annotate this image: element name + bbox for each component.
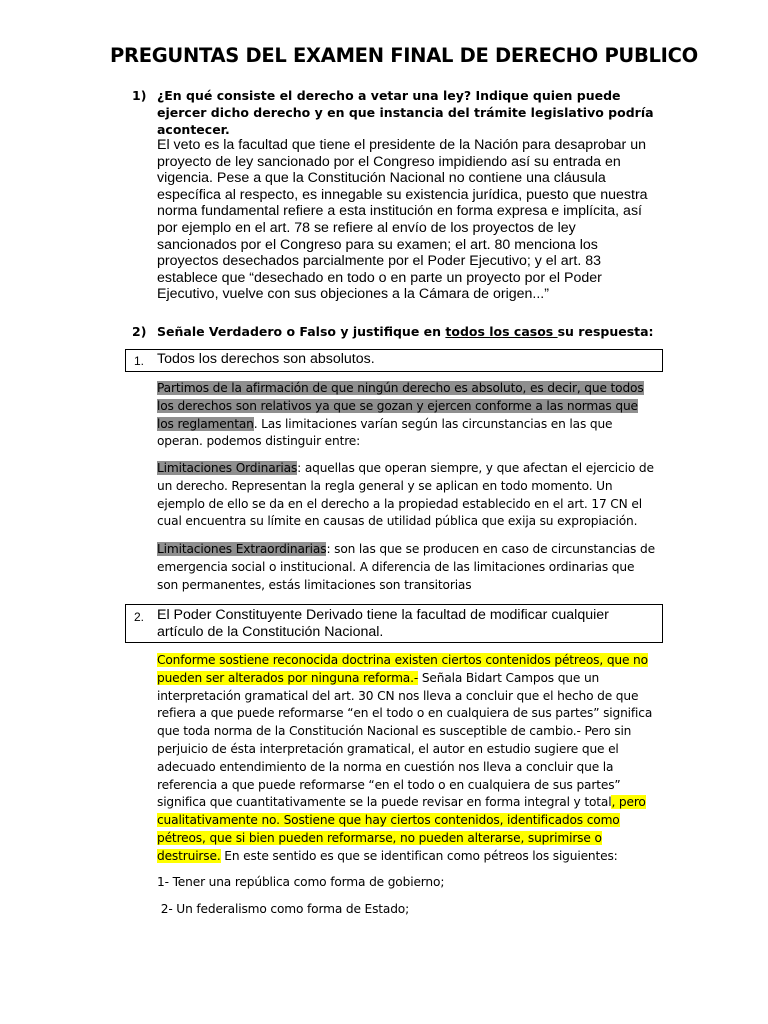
answer-1-paragraph: El veto es la facultad que tiene el presidente de la Nación para desaprobar un proyecto de ley sancionado por el Congreso impidiendo así su entrada en vigencia. Pese a que la Constitución Nacional no contiene una cláusula específica al respecto, es innegable su existencia jurídica, puesto que nuestra norma fundamental refiere a esta institución en forma expresa e implícita, así por ejemplo en el art. 78 se refiere al envío de los proyectos de ley sancionados por el Congreso para su examen; el art. 80 menciona los proyectos desechados parcialmente por el Poder Ejecutivo; y el art. 83 establece que “desechado en todo o en parte un proyecto por el Poder Ejecutivo, vuelve con sus objeciones a la Cámara de origen...” bbox=[157, 137, 648, 303]
paragraph-text: : son las que se producen en caso de circunstancias de emergencia social o institucional. A diferencia de las limitaciones ordinarias que son permanentes, estás limitaciones son transitorias bbox=[157, 542, 655, 592]
item-1-paragraph-3 bbox=[157, 541, 657, 594]
statement-1-number: 1. bbox=[134, 354, 145, 368]
highlighted-text: Conforme sostiene reconocida doctrina existen ciertos contenidos pétreos, que no pueden ser alterados por ninguna reforma.- bbox=[157, 653, 648, 685]
item-1-paragraph-2 bbox=[157, 460, 657, 531]
item-1-paragraph-1 bbox=[157, 380, 657, 451]
question-1-text: ¿En qué consiste el derecho a vetar una ley? Indique quien puede ejercer dicho derecho y en que instancia del trámite legislativo podría acontecer. bbox=[157, 88, 654, 137]
paragraph-text: Señala Bidart Campos que un interpretación gramatical del art. 30 CN nos lleva a concluir que el hecho de que refiera a que puede reformarse “en el todo o en cualquiera de sus partes” significa que toda norma de la Constitución Nacional es susceptible de cambio.- Pero sin perjuicio de ésta interpretación gramatical, el autor en estudio sugiere que el adecuado entendimiento de la norma en cuestión nos lleva a concluir que la referencia a que puede reformarse “en el todo o en cualquiera de sus partes” significa que cuantitativamente se la puede revisar en forma integral y total bbox=[157, 670, 653, 810]
statement-1-text: Todos los derechos son absolutos. bbox=[157, 351, 375, 367]
statement-2-text: El Poder Constituyente Derivado tiene la facultad de modificar cualquier artículo de la Constitución Nacional. bbox=[157, 607, 609, 640]
question-2-text bbox=[157, 323, 657, 340]
statement-box-2 bbox=[125, 604, 663, 643]
question-1-answer bbox=[157, 137, 657, 303]
page-title: PREGUNTAS DEL EXAMEN FINAL DE DERECHO PUBLICO bbox=[110, 44, 698, 67]
paragraph-text: En este sentido es que se identifican como pétreos los siguientes: bbox=[220, 848, 618, 863]
statement-box-1 bbox=[125, 349, 663, 372]
question-1-number: 1) bbox=[132, 88, 147, 103]
question-2-text-start: Señale Verdadero o Falso y justifique en bbox=[157, 324, 446, 339]
highlighted-text: Partimos de la afirmación de que ningún derecho es absoluto, es decir, que todos los derechos son relativos ya que se gozan y ejercen conforme a las normas que los reglamentan bbox=[157, 381, 644, 431]
highlighted-text: Limitaciones Extraordinarias bbox=[157, 542, 327, 556]
question-2-text-underlined: todos los casos bbox=[445, 324, 558, 339]
question-2-text-end: su respuesta: bbox=[557, 324, 654, 339]
statement-2-number: 2. bbox=[134, 610, 145, 624]
question-2-number: 2) bbox=[132, 324, 147, 339]
highlighted-text: Limitaciones Ordinarias bbox=[157, 461, 298, 475]
highlighted-text: , pero cualitativamente no. Sostiene que hay ciertos contenidos, identificados como pétreos, que si bien pueden reformarse, no pueden alterarse, suprimirse o destruirse. bbox=[157, 795, 646, 863]
list-item: 2- Un federalismo como forma de Estado; bbox=[157, 902, 410, 916]
item-2-paragraph-1 bbox=[157, 652, 657, 866]
paragraph-text: : aquellas que operan siempre, y que afectan el ejercicio de un derecho. Representan la regla general y se aplican en todo momento. Un ejemplo de ello se da en el derecho a la propiedad establecido en el art. 17 CN el cual encuentra su límite en causas de utilidad pública que exija su expropiación. bbox=[157, 461, 654, 529]
paragraph-text: . Las limitaciones varían según las circunstancias en las que operan. podemos distinguir entre: bbox=[157, 416, 613, 449]
list-item: 1- Tener una república como forma de gobierno; bbox=[157, 875, 445, 889]
